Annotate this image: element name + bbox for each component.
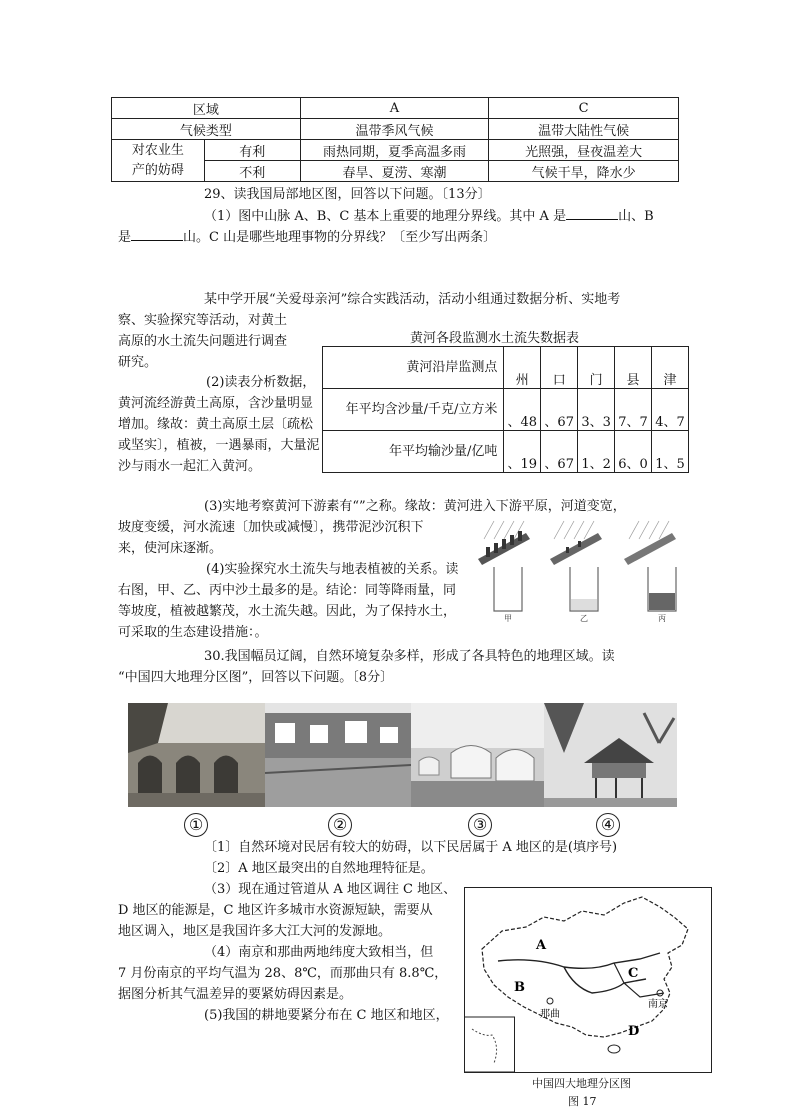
unfavorable-label: 不利: [204, 161, 300, 182]
row1-v3: 3、3: [578, 389, 615, 431]
row2-v5: 1、5: [652, 431, 689, 473]
unfavorable-c: 气候干旱，降水少: [489, 161, 679, 182]
beaker-experiment-figure: [474, 519, 686, 623]
header-c: C: [489, 98, 679, 119]
station-3: 门: [578, 347, 615, 389]
station-4: 县: [615, 347, 652, 389]
beaker-jia: [494, 567, 522, 611]
q3-line3: 来，使河床逐渐。: [118, 541, 223, 556]
q30-title-1: 30.我国幅员辽阔，自然环境复杂多样，形成了各具特色的地理区域。读: [204, 649, 615, 664]
row2-v4: 6、0: [615, 431, 652, 473]
header-a: A: [300, 98, 489, 119]
figure-label: 图 17: [568, 1095, 597, 1108]
row2-label: 年平均输沙量/亿吨: [323, 431, 504, 473]
row2-v3: 1、2: [578, 431, 615, 473]
q29-q1-line2: 是 山。C 山是哪些地理事物的分界线？〔至少写出两条〕: [118, 230, 497, 245]
photo-label-3: ③: [468, 813, 492, 837]
q30-q4-line2: 7 月份南京的平均气温为 28、8℃，而那曲只有 8.8℃，: [118, 966, 448, 981]
photo-stilt-house: [544, 703, 677, 807]
photo-water-town: [265, 703, 411, 807]
row1-v1: 、48: [504, 389, 541, 431]
favorable-a: 雨热同期，夏季高温多雨: [300, 140, 489, 161]
station-2: 口: [541, 347, 578, 389]
photo-label-2: ②: [328, 813, 352, 837]
climate-table: [111, 97, 679, 182]
city-naqu-label: 那曲: [540, 1009, 560, 1020]
region-label-c: C: [628, 966, 639, 981]
beaker-label-yi: 乙: [580, 614, 588, 623]
beaker-bing-sediment: [649, 593, 675, 610]
row2-v1: 、19: [504, 431, 541, 473]
photo-cave-dwelling: [128, 703, 265, 807]
beaker-yi-sediment: [571, 599, 597, 610]
q30-q3-line2: D 地区的能源是，C 地区许多城市水资源短缺，需要从: [118, 903, 433, 918]
impact-label: 对农业生 产的妨碍: [112, 140, 205, 182]
row2-v2: 、67: [541, 431, 578, 473]
q30-q4-line3: 据图分析其气温差异的要紧妨碍因素是。: [118, 987, 353, 1002]
region-label-b: B: [514, 980, 525, 995]
unfavorable-a: 春旱、夏涝、寒潮: [300, 161, 489, 182]
q3-line1: (3)实地考察黄河下游素有“”之称。缘故：黄河进入下游平原，河道变宽，: [204, 499, 626, 514]
activity-intro-4: 研究。: [118, 355, 158, 370]
climate-c: 温带大陆性气候: [489, 119, 679, 140]
climate-type-label: 气候类型: [112, 119, 301, 140]
station-header: 黄河沿岸监测点: [323, 347, 504, 389]
q30-q3-line3: 地区调入，地区是我国许多大江大河的发源地。: [118, 924, 392, 939]
q30-q5: (5)我国的耕地要紧分布在 C 地区和地区，: [204, 1008, 449, 1023]
city-nanjing-label: 南京: [648, 999, 668, 1010]
beaker-label-jia: 甲: [504, 614, 512, 623]
region-label-d: D: [628, 1024, 640, 1039]
map-caption: 中国四大地理分区图: [532, 1077, 631, 1090]
q30-q2: 〔2〕A 地区最突出的自然地理特征是。: [204, 861, 434, 876]
photo-label-4: ④: [596, 813, 620, 837]
sediment-table: [322, 346, 689, 473]
activity-intro-2: 察、实验探究等活动，对黄土: [118, 313, 288, 328]
q30-title-2: “中国四大地理分区图”，回答以下问题。〔8分〕: [118, 670, 394, 685]
activity-intro-1: 某中学开展“关爱母亲河”综合实践活动，活动小组通过数据分析、实地考: [204, 292, 621, 307]
activity-intro-3: 高原的水土流失问题进行调查: [118, 334, 288, 349]
row1-v2: 、67: [541, 389, 578, 431]
q29-title: 29、读我国局部地区图，回答以下问题。〔13分〕: [204, 187, 491, 202]
q4-text: (4)实验探究水土流失与地表植被的关系。读右图，甲、乙、丙中沙土最多的是。结论：同等降雨量，同等坡度，植被越繁茂，水土流失越。因此，为了保持水土，可采取的生态建设措施：。: [118, 562, 459, 640]
q30-q1: 〔1〕自然环境对民居有较大的妨碍，以下民居属于 A 地区的是(填序号): [204, 840, 618, 855]
china-regions-map: [464, 887, 712, 1073]
favorable-c: 光照强，昼夜温差大: [489, 140, 679, 161]
station-1: 州: [504, 347, 541, 389]
photo-yurt: [411, 703, 544, 807]
photo-label-1: ①: [184, 813, 208, 837]
station-5: 津: [652, 347, 689, 389]
q29-q1-line1: （1）图中山脉 A、B、C 基本上重要的地理分界线。其中 A 是 山、B: [204, 209, 654, 224]
row1-label: 年平均含沙量/千克/立方米: [323, 389, 504, 431]
q2-text: (2)读表分析数据，黄河流经游黄土高原，含沙量明显增加。缘故：黄土高原土层〔疏松或坚实〕，植被，一遇暴雨，大量泥沙与雨水一起汇入黄河。: [118, 375, 320, 474]
q30-q4-line1: （4）南京和那曲两地纬度大致相当，但: [204, 945, 434, 960]
row1-v5: 4、7: [652, 389, 689, 431]
q30-q3-line1: （3）现在通过管道从 A 地区调往 C 地区、: [204, 882, 457, 897]
favorable-label: 有利: [204, 140, 300, 161]
climate-a: 温带季风气候: [300, 119, 489, 140]
region-label-a: A: [536, 938, 547, 953]
header-region: 区域: [112, 98, 301, 119]
row1-v4: 7、7: [615, 389, 652, 431]
beaker-label-bing: 丙: [658, 614, 666, 623]
q3-line2: 坡度变缓，河水流速〔加快或减慢〕，携带泥沙沉积下: [118, 520, 424, 535]
slope-yi: [550, 533, 602, 565]
sediment-table-title: 黄河各段监测水土流失数据表: [410, 331, 580, 346]
